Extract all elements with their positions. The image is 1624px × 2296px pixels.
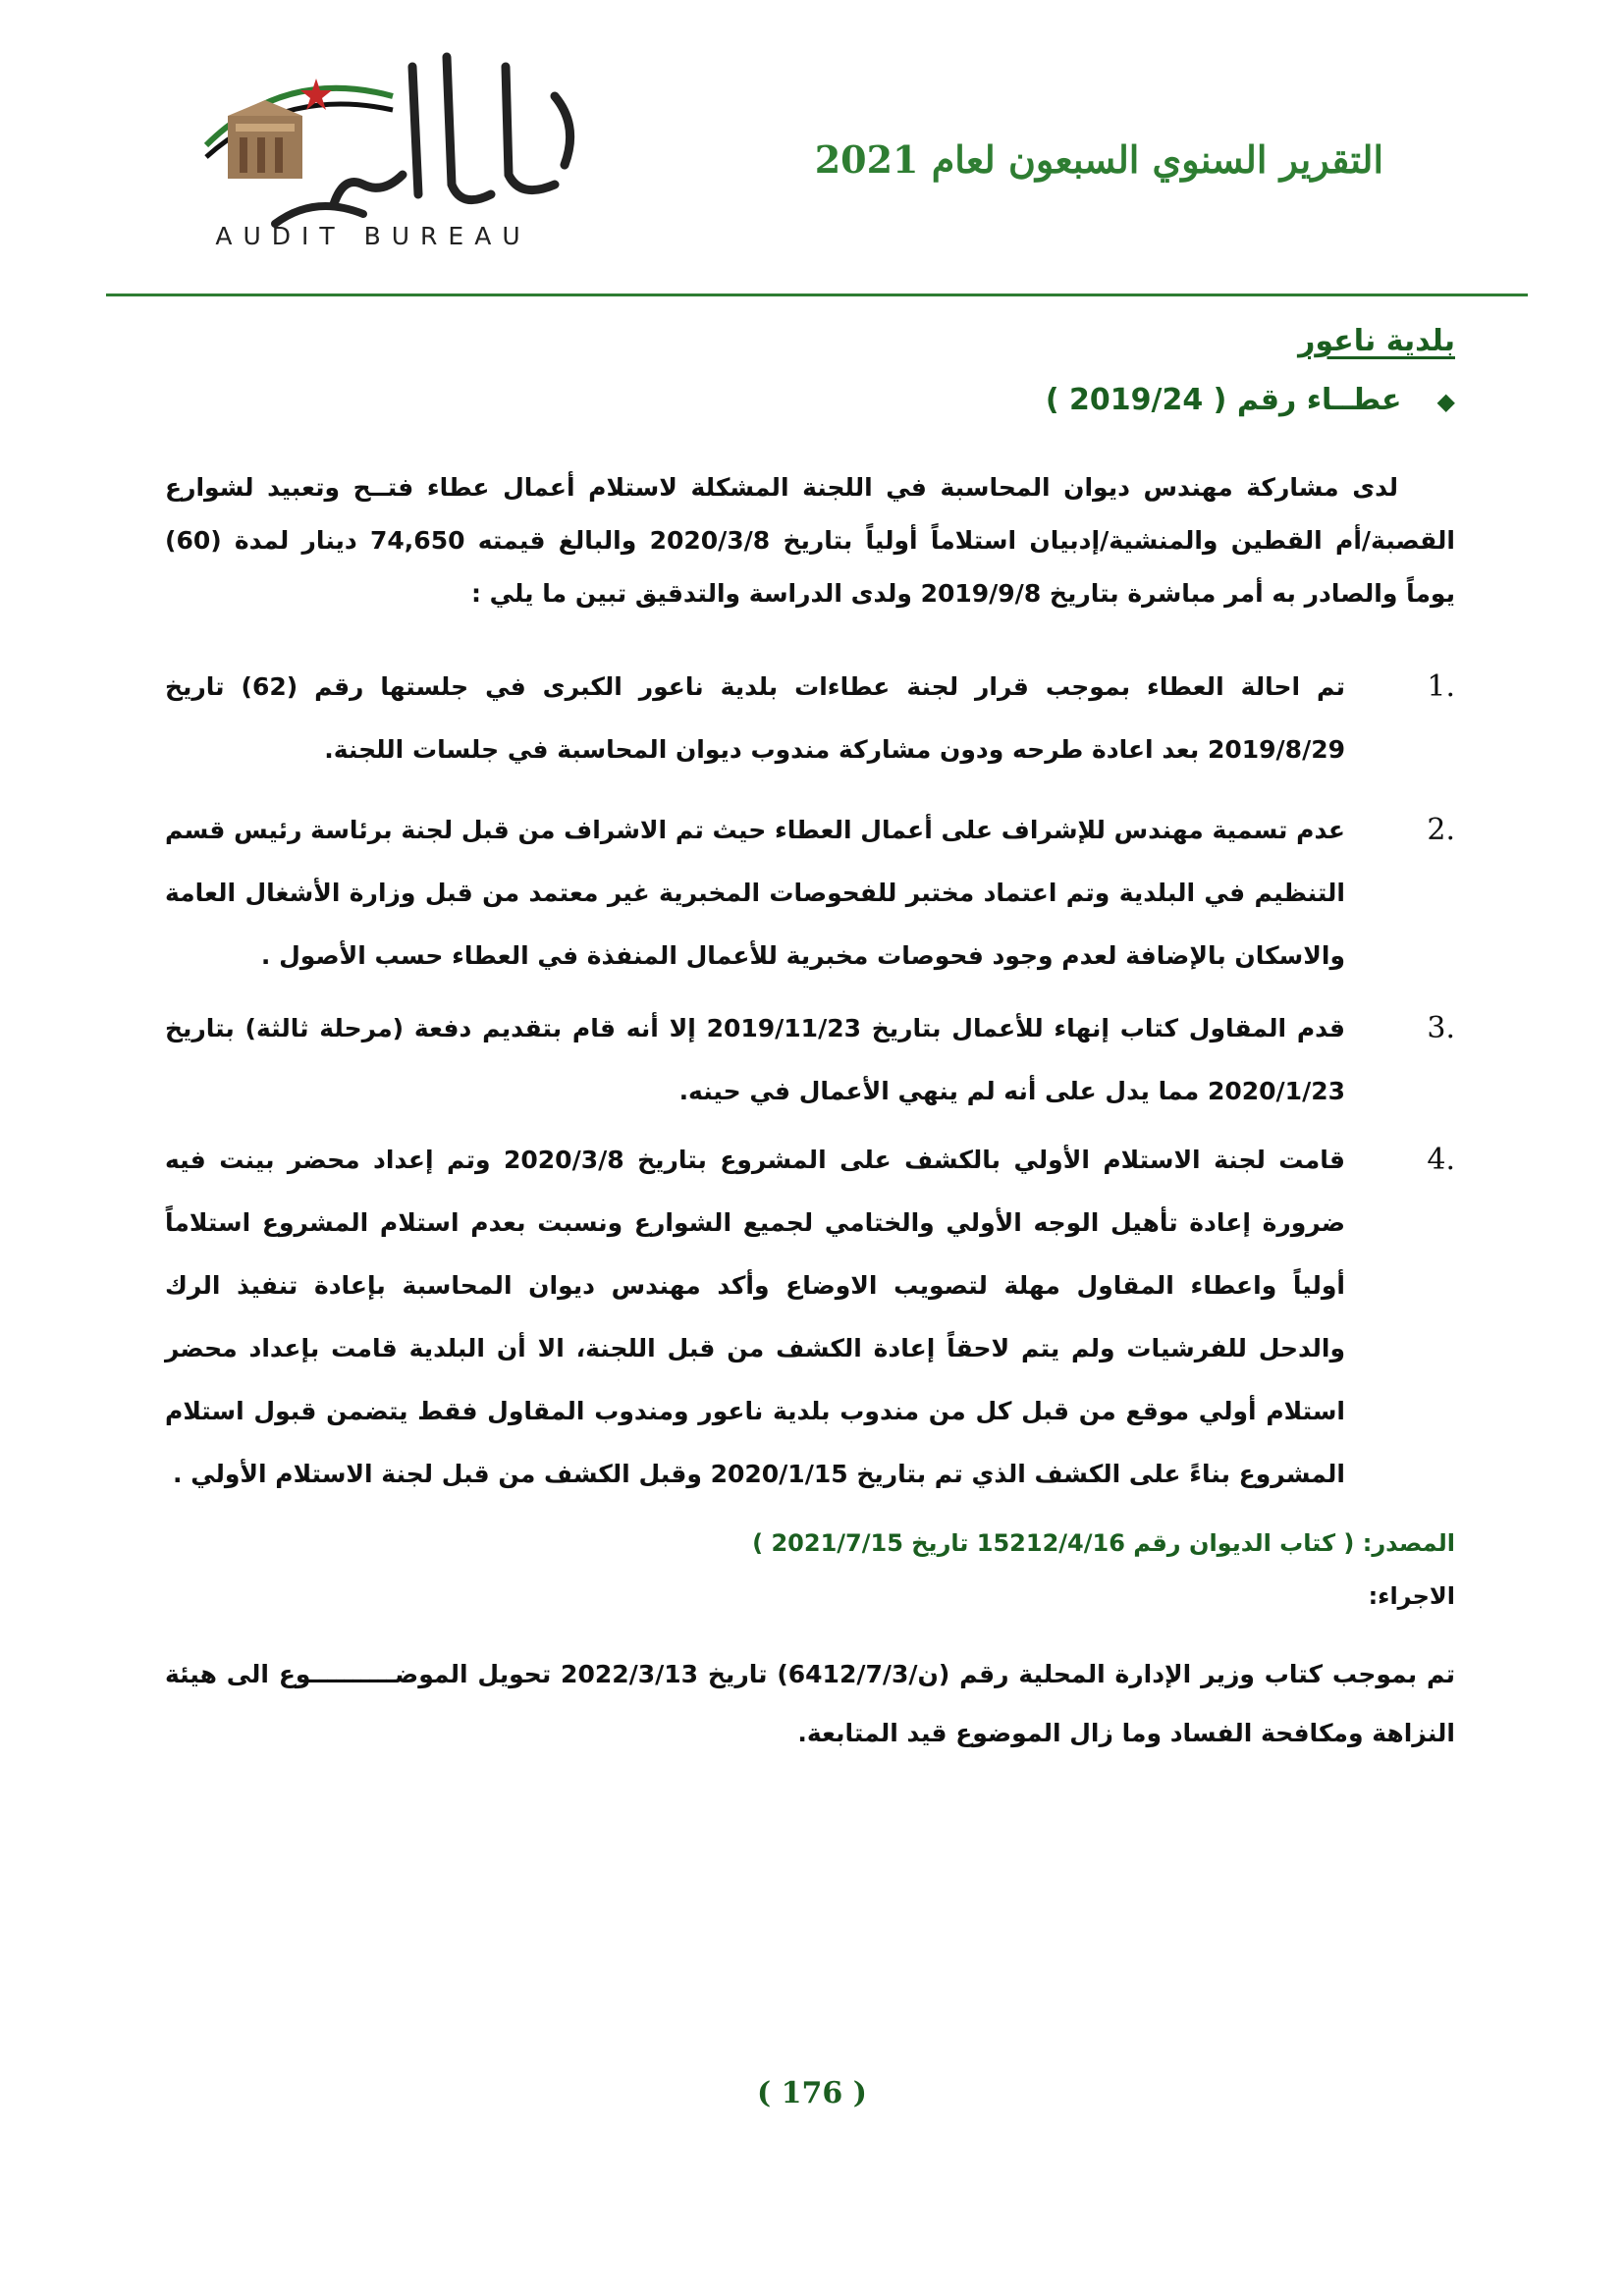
report-header-title: التقرير السنوي السبعون لعام 2021: [814, 137, 1383, 182]
item-text: عدم تسمية مهندس للإشراف على أعمال العطاء حيث تم الاشراف من قبل لجنة برئاسة رئيس قسم التنظيم في البلدية وتم اعتماد مختبر للفحوصات المخبرية غير معتمد من قبل وزارة الأشغال العامة والاسكان بالإضافة لعدم وجود فحوصات مخبرية للأعمال المنفذة في العطاء حسب الأصول .: [165, 816, 1345, 970]
list-item: [165, 997, 1455, 1129]
petra-treasury-icon: [228, 100, 302, 179]
item-text: قدم المقاول كتاب إنهاء للأعمال بتاريخ 2019/11/23 إلا أنه قام بتقديم دفعة (مرحلة ثالثة) بتاريخ 2020/1/23 مما يدل على أنه لم ينهي الأعمال في حينه.: [165, 1014, 1345, 1105]
findings-list: [165, 656, 1455, 1506]
item-number: 3.: [1427, 1011, 1455, 1045]
item-number: 4.: [1427, 1143, 1455, 1177]
source-reference: المصدر: ( كتاب الديوان رقم 15212/4/16 تاريخ 2021/7/15 ): [752, 1529, 1455, 1557]
action-paragraph: تم بموجب كتاب وزير الإدارة المحلية رقم (ن/6412/7/3) تاريخ 2022/3/13 تحويل الموضــــــــــوع الى هيئة النزاهة ومكافحة الفساد وما زال الموضوع قيد المتابعة.: [165, 1660, 1456, 1747]
list-item: [165, 656, 1455, 799]
tender-heading: [1046, 383, 1455, 417]
list-item: [165, 1129, 1455, 1506]
item-number: 1.: [1427, 669, 1455, 704]
item-number: 2.: [1427, 813, 1455, 847]
section-title: بلدية ناعور: [1298, 324, 1455, 358]
logo-caption: AUDIT BUREAU: [215, 222, 531, 250]
item-text: قامت لجنة الاستلام الأولي بالكشف على المشروع بتاريخ 2020/3/8 وتم إعداد محضر بينت فيه ضرورة إعادة تأهيل الوجه الأولي والختامي لجميع الشوارع ونسبت بعدم استلام المشروع استلاماً أولياً واعطاء المقاول مهلة لتصويب الاوضاع وأكد مهندس ديوان المحاسبة بإعادة تنفيذ الرك والدحل للفرشيات ولم يتم لاحقاً إعادة الكشف من قبل اللجنة، الا أن البلدية قامت بإعداد محضر استلام أولي موقع من قبل كل من مندوب بلدية ناعور ومندوب المقاول فقط يتضمن قبول استلام المشروع بناءً على الكشف الذي تم بتاريخ 2020/1/15 وقبل الكشف من قبل لجنة الاستلام الأولي .: [165, 1146, 1346, 1488]
action-label: الاجراء:: [1368, 1582, 1455, 1610]
item-text: تم احالة العطاء بموجب قرار لجنة عطاءات بلدية ناعور الكبرى في جلستها رقم (62) تاريخ 2019/8/29 بعد اعادة طرحه ودون مشاركة مندوب ديوان المحاسبة في جلسات اللجنة.: [165, 672, 1346, 764]
page-number: ( 176 ): [757, 2076, 867, 2110]
diamond-bullet-icon: ◆: [1436, 388, 1455, 415]
list-item: [165, 799, 1455, 997]
intro-paragraph: لدى مشاركة مهندس ديوان المحاسبة في اللجنة المشكلة لاستلام أعمال عطاء فتــح وتعبيد لشوارع القصبة/أم القطين والمنشية/إدبيان استلاماً أولياً بتاريخ 2020/3/8 والبالغ قيمته 74,650 دينار لمدة (60) يوماً والصادر به أمر مباشرة بتاريخ 2019/9/8 ولدى الدراسة والتدقيق تبين ما يلي :: [165, 473, 1455, 608]
header-divider: [106, 294, 1528, 296]
tender-number: عطــاء رقم ( 2019/24 ): [1045, 383, 1402, 417]
